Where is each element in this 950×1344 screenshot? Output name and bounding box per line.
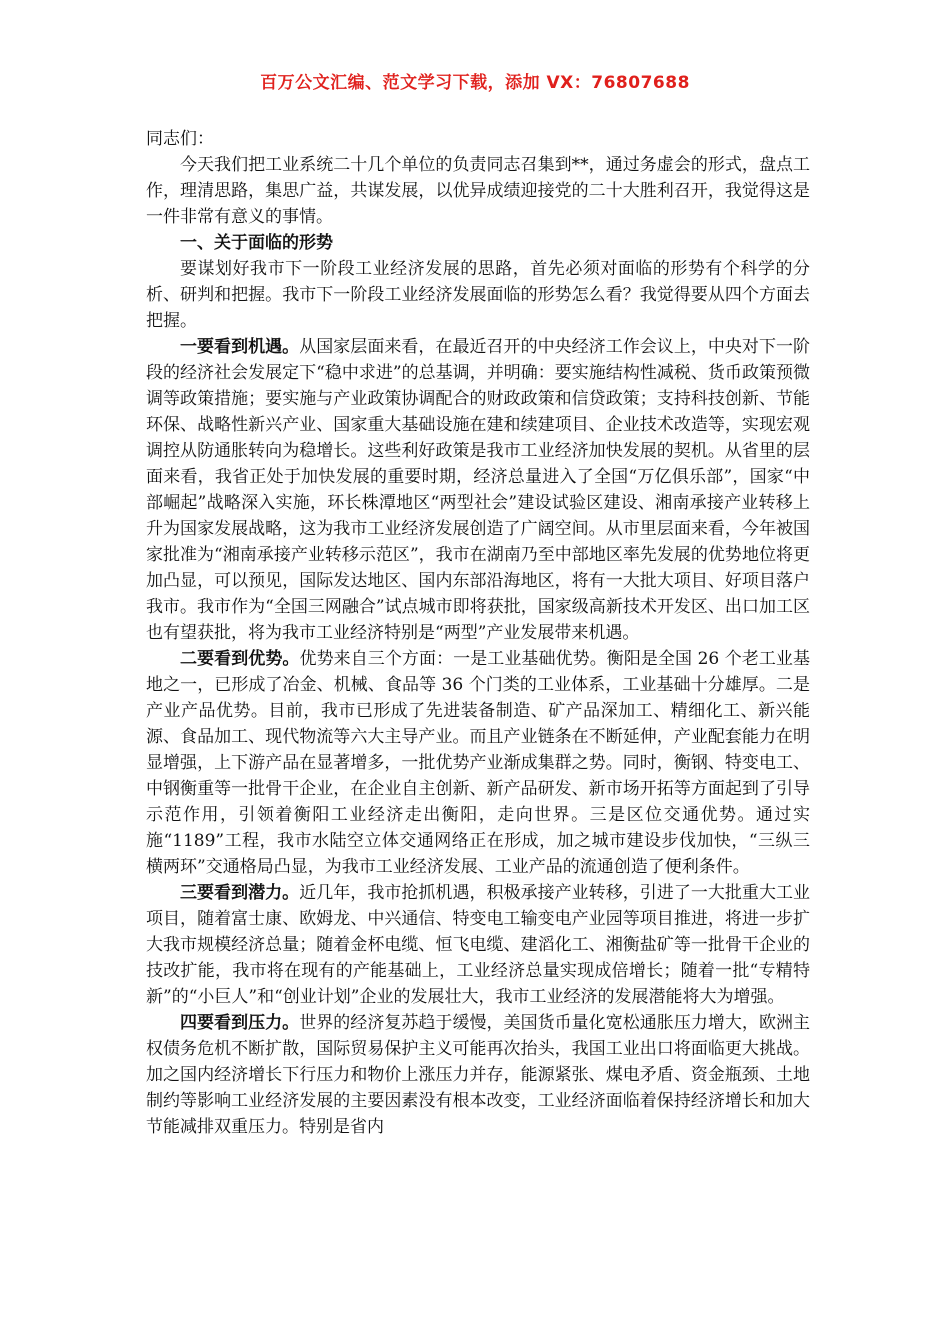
greeting: 同志们： [146,129,214,149]
paragraph-opportunity [146,334,810,646]
paragraph-pressure [146,1010,810,1140]
paragraph-lead: 一要看到机遇。 [180,337,300,357]
section-heading: 一、关于面临的形势 [180,233,333,253]
paragraph-body: 世界的经济复苏趋于缓慢，美国货币量化宽松通胀压力增大，欧洲主权债务危机不断扩散，国际贸易保护主义可能再次抬头，我国工业出口将面临更大挑战。加之国内经济增长下行压力和物价上涨压力并存，能源紧张、煤电矛盾、资金瓶颈、土地制约等影响工业经济发展的主要因素没有根本改变，工业经济面临着保持经济增长和加大节能减排双重压力。特别是省内 [146,1013,811,1137]
paragraph-advantage [146,646,810,880]
paragraph-lead: 二要看到优势。 [180,649,300,669]
paragraph-body: 近几年，我市抢抓机遇，积极承接产业转移，引进了一大批重大工业项目，随着富士康、欧姆龙、中兴通信、特变电工输变电产业园等项目推进，将进一步扩大我市规模经济总量；随着金杯电缆、恒飞电缆、建滔化工、湘衡盐矿等一批骨干企业的技改扩能，我市将在现有的产能基础上，工业经济总量实现成倍增长；随着一批“专精特新”的“小巨人”和“创业计划”企业的发展壮大，我市工业经济的发展潜能将大为增强。 [146,883,811,1007]
paragraph-potential [146,880,810,1010]
intro-paragraph: 今天我们把工业系统二十几个单位的负责同志召集到**，通过务虚会的形式，盘点工作，理清思路，集思广益，共谋发展，以优异成绩迎接党的二十大胜利召开，我觉得这是一件非常有意义的事情。 [146,155,810,227]
header-banner: 百万公文汇编、范文学习下载，添加 VX：76807688 [260,73,690,93]
paragraph-body: 从国家层面来看，在最近召开的中央经济工作会议上，中央对下一阶段的经济社会发展定下“稳中求进”的总基调，并明确：要实施结构性减税、货币政策预微调等政策措施；要实施与产业政策协调配合的财政政策和信贷政策；支持科技创新、节能环保、战略性新兴产业、国家重大基础设施在建和续建项目、企业技术改造等，实现宏观调控从防通胀转向为稳增长。这些利好政策是我市工业经济加快发展的契机。从省里的层面来看，我省正处于加快发展的重要时期，经济总量进入了全国“万亿俱乐部”，国家“中部崛起”战略深入实施，环长株潭地区“两型社会”建设试验区建设、湘南承接产业转移上升为国家发展战略，这为我市工业经济发展创造了广阔空间。从市里层面来看，今年被国家批准为“湘南承接产业转移示范区”，我市在湖南乃至中部地区率先发展的优势地位将更加凸显，可以预见，国际发达地区、国内东部沿海地区，将有一大批大项目、好项目落户我市。我市作为“全国三网融合”试点城市即将获批，国家级高新技术开发区、出口加工区也有望获批，将为我市工业经济特别是“两型”产业发展带来机遇。 [146,337,811,643]
paragraph-lead: 四要看到压力。 [180,1013,300,1033]
document-body [146,126,810,1140]
section-intro-paragraph: 要谋划好我市下一阶段工业经济发展的思路，首先必须对面临的形势有个科学的分析、研判和把握。我市下一阶段工业经济发展面临的形势怎么看？我觉得要从四个方面去把握。 [146,259,810,331]
paragraph-body: 优势来自三个方面：一是工业基础优势。衡阳是全国 26 个老工业基地之一，已形成了冶金、机械、食品等 36 个门类的工业体系，工业基础十分雄厚。二是产业产品优势。目前，我市已形成了先进装备制造、矿产品深加工、精细化工、新兴能源、食品加工、现代物流等六大主导产业。而且产业链条在不断延伸，产业配套能力在明显增强，上下游产品在显著增多，一批优势产业渐成集群之势。同时，衡钢、特变电工、中钢衡重等一批骨干企业，在企业自主创新、新产品研发、新市场开拓等方面起到了引导示范作用，引领着衡阳工业经济走出衡阳，走向世界。三是区位交通优势。通过实施“1189”工程，我市水陆空立体交通网络正在形成，加之城市建设步伐加快，“三纵三横两环”交通格局凸显，为我市工业经济发展、工业产品的流通创造了便利条件。 [146,649,810,877]
paragraph-lead: 三要看到潜力。 [180,883,300,903]
